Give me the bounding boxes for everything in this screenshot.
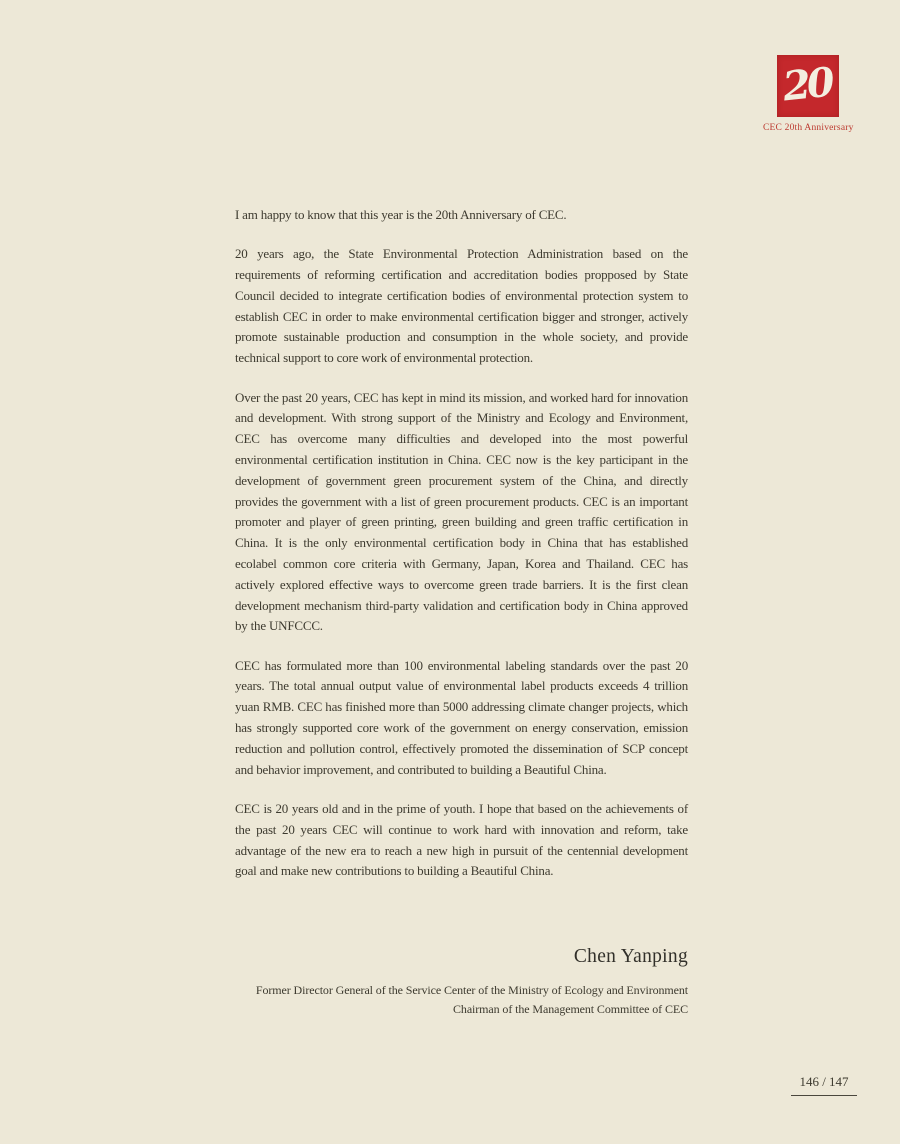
- letter-paragraph-4: CEC has formulated more than 100 environmental labeling standards over the past 20 years. The total annual output value of environmental label products exceeds 4 trillion yuan RMB. CEC has finished more than 5000 addressing climate changer projects, which has strongly supported core work of the government on energy conservation, emission reduction and pollution control, effectively promoted the dissemination of SCP concept and behavior improvement, and contributed to building a Beautiful China.: [235, 657, 688, 777]
- logo-caption: CEC 20th Anniversary: [763, 123, 854, 133]
- signature-name: Chen Yanping: [573, 946, 688, 968]
- logo-red-square: [777, 55, 839, 117]
- anniversary-20-icon: 20: [780, 58, 833, 110]
- letter-paragraph-1: I am happy to know that this year is the 20th Anniversary of CEC.: [235, 207, 567, 222]
- letter-paragraph-2: 20 years ago, the State Environmental Protection Administration based on the requirements of reforming certification and accreditation bodies propposed by State Council decided to integrate certification bodies of environmental protection system to establish CEC in order to make environmental certification bigger and stronger, actively promote sustainable production and consumption in the whole society, and provide technical support to core work of environmental protection.: [235, 246, 688, 366]
- signature-title-2: Chairman of the Management Committee of CEC: [453, 1001, 688, 1016]
- page-indicator: 146 / 147: [791, 1074, 857, 1096]
- letter-paragraph-5: CEC is 20 years old and in the prime of youth. I hope that based on the achievements of the past 20 years CEC will continue to work hard with innovation and reform, take advantage of the new era to reach a new high in pursuit of the centennial development goal and make new contributions to building a Beautiful China.: [235, 800, 688, 879]
- signature-title-1: Former Director General of the Service Center of the Ministry of Ecology and Environment: [255, 983, 688, 998]
- letter-body: [235, 205, 688, 1018]
- letter-paragraph-3: Over the past 20 years, CEC has kept in mind its mission, and worked hard for innovation and development. With strong support of the Ministry and Ecology and Environment, CEC has overcome many difficulties and developed into the most powerful environmental certification institution in China. CEC now is the key participant in the development of government green procurement system of the China, and directly provides the government with a list of green procurement products. CEC is an important promoter and player of green printing, green building and green traffic certification in China. It is the only environmental certification body in China that has established ecolabel common core criteria with Germany, Japan, Korea and Thailand. CEC has actively explored effective ways to overcome green trade barriers. It is the first clean development mechanism third-party validation and certification body in China approved by the UNFCCC.: [235, 389, 688, 634]
- anniversary-logo: [763, 55, 853, 133]
- signature-titles: [235, 981, 688, 1018]
